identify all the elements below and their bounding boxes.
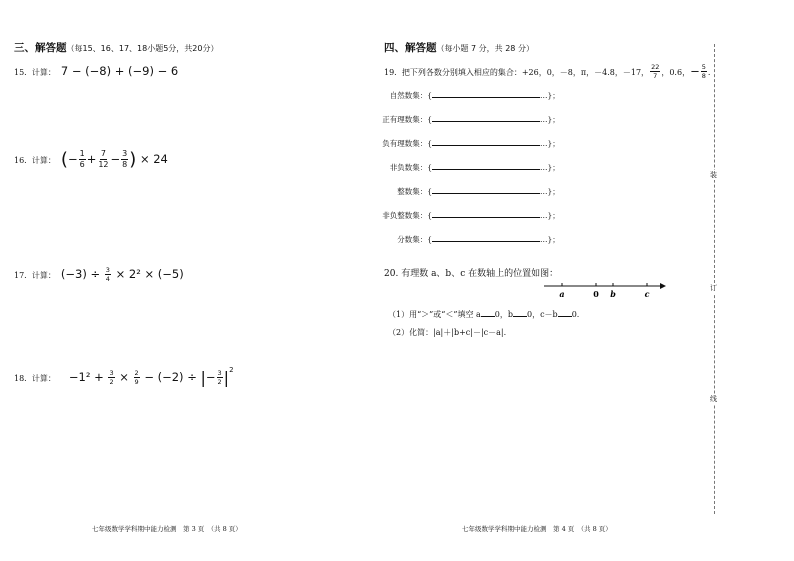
set-row-label: 非负整数集：{ — [382, 211, 432, 220]
set-row-label: 负有理数集：{ — [382, 139, 432, 148]
number-line-label: b — [610, 289, 616, 299]
q16-expression: (− $\frac{1}{6}$ + $\frac{7}{12}$ − $\frac{3}{8}$ ) × 24 — [60, 149, 168, 170]
q17-label: 计算： — [31, 271, 56, 280]
q16-label: 计算： — [31, 156, 56, 165]
q20-part-2: （2）化简：|a|＋|b+c|－|c－a|. — [388, 328, 507, 337]
set-answer-blank[interactable] — [432, 137, 540, 146]
section-4-title — [384, 40, 534, 55]
q20-part1-s3: 0. — [571, 310, 580, 319]
q17-pre: (−3) ÷ — [60, 267, 101, 281]
q16-frac3-num: 3 — [122, 149, 128, 158]
question-19: 19. 把下列各数分别填入相应的集合：+26，0，－8，π，－4.8，－17， $\frac{22}{7}$ ，0.6，− $\frac{5}{8}$ . — [384, 62, 711, 80]
set-answer-blank[interactable] — [432, 185, 540, 194]
set-row — [380, 185, 570, 197]
number-line-label: c — [644, 289, 650, 299]
q20-number: 20. — [384, 269, 399, 279]
set-row — [380, 89, 570, 101]
blank-b[interactable] — [513, 309, 527, 317]
set-row — [380, 113, 570, 125]
section-4-note: （每小题 7 分，共 28 分） — [436, 44, 534, 53]
q18-exponent: 2 — [229, 366, 234, 374]
set-row-end: …}； — [540, 91, 560, 100]
binding-mark-3: 线 — [710, 395, 717, 403]
section-4-heading: 四、解答题 — [384, 42, 437, 54]
footer-page-3: 七年级数学学科期中能力检测 第 3 页 （共 8 页） — [92, 525, 242, 533]
q19-frac2-den: 8 — [701, 72, 706, 80]
set-row — [380, 161, 570, 173]
q18-pre: −1² + — [68, 370, 104, 384]
q18-frac2-num: 2 — [134, 368, 139, 377]
binding-dashed-line — [714, 44, 715, 514]
q17-number: 17. — [14, 271, 27, 280]
binding-mark-1: 装 — [710, 171, 717, 179]
set-row-end: …}； — [540, 139, 560, 148]
q16-frac1-den: 6 — [79, 160, 85, 169]
set-row-label: 正有理数集：{ — [382, 115, 432, 124]
question-18 — [14, 366, 234, 387]
q16-tail: × 24 — [139, 152, 168, 166]
binding-mark-2: 订 — [710, 284, 717, 292]
question-15 — [14, 60, 178, 79]
set-row-label: 非负数集：{ — [389, 163, 432, 172]
q20-part1-s1: 0，b — [494, 310, 513, 319]
q17-expression — [61, 267, 184, 281]
q19-text: 把下列各数分别填入相应的集合：+26，0，－8，π，－4.8，－17， — [401, 68, 650, 77]
set-row-label: 整数集：{ — [397, 187, 432, 196]
set-row — [380, 137, 570, 149]
set-row-end: …}； — [540, 187, 560, 196]
q20-part-1 — [388, 309, 579, 320]
q17-post: × 2² × (−5) — [115, 267, 184, 281]
q18-number: 18. — [14, 374, 27, 383]
q17-frac-den: 4 — [105, 275, 110, 283]
q15-number: 15. — [14, 68, 27, 77]
q16-frac1-num: 1 — [79, 149, 85, 158]
section-3-note: （每15、16、17、18小题5分，共20分） — [66, 44, 219, 53]
set-row-end: …}； — [540, 211, 560, 220]
q19-mid: ，0.6， — [661, 68, 691, 77]
question-17 — [14, 263, 184, 283]
q18-frac1-num: 3 — [109, 368, 114, 377]
set-row-label: 自然数集：{ — [389, 91, 432, 100]
q19-frac1-num: 22 — [651, 62, 660, 71]
blank-c-minus-b[interactable] — [558, 309, 572, 317]
section-3-heading: 三、解答题 — [14, 42, 67, 54]
q18-frac2-den: 9 — [134, 378, 139, 386]
set-answer-blank[interactable] — [432, 113, 540, 122]
number-line-label: 0 — [593, 289, 599, 299]
section-3-title — [14, 40, 219, 55]
q20-text: 有理数 a、b、c 在数轴上的位置如图： — [401, 269, 559, 279]
q18-post: − (−2) ÷ — [144, 370, 197, 384]
number-line-arrow-icon — [660, 283, 666, 289]
q20-part1-pre: （1）用“＞”或“＜”填空 a — [388, 310, 481, 319]
q18-frac1-den: 2 — [109, 378, 114, 386]
set-row — [380, 209, 570, 221]
footer-page-4: 七年级数学学科期中能力检测 第 4 页 （共 8 页） — [462, 525, 612, 533]
q18-expression: −1² + $\frac{3}{2}$ × $\frac{2}{9}$ − (−2) ÷ |− $\frac{3}{2}$ $|^2$ — [68, 366, 234, 387]
set-row — [380, 233, 570, 245]
q16-frac2-den: 12 — [98, 160, 109, 169]
set-answer-blank[interactable] — [432, 89, 540, 98]
set-answer-blank[interactable] — [432, 233, 540, 242]
set-row-end: …}； — [540, 163, 560, 172]
q15-expression: 7 − (−8) + (−9) − 6 — [60, 64, 179, 78]
q18-frac3-num: 3 — [217, 368, 222, 377]
set-answer-blank[interactable] — [432, 161, 540, 170]
q20-part1-s2: 0，c－b — [526, 310, 558, 319]
q18-frac3-den: 2 — [217, 378, 222, 386]
q17-frac-num: 3 — [105, 265, 110, 274]
set-answer-blank[interactable] — [432, 209, 540, 218]
q15-label: 计算： — [31, 68, 56, 77]
question-20 — [384, 266, 558, 279]
set-row-label: 分数集：{ — [397, 235, 432, 244]
q19-number: 19. — [384, 68, 397, 77]
q19-frac2-num: 5 — [701, 62, 706, 71]
q16-frac2-num: 7 — [100, 149, 106, 158]
set-row-end: …}； — [540, 115, 560, 124]
number-line — [540, 278, 670, 300]
blank-a[interactable] — [481, 309, 495, 317]
q18-mid: × — [119, 370, 129, 384]
q19-frac1-den: 7 — [653, 72, 658, 80]
question-16 — [14, 148, 168, 170]
q16-frac3-den: 8 — [122, 160, 128, 169]
set-row-end: …}； — [540, 235, 560, 244]
q18-label: 计算： — [31, 374, 56, 383]
q16-number: 16. — [14, 156, 27, 165]
number-line-label: a — [559, 289, 565, 299]
